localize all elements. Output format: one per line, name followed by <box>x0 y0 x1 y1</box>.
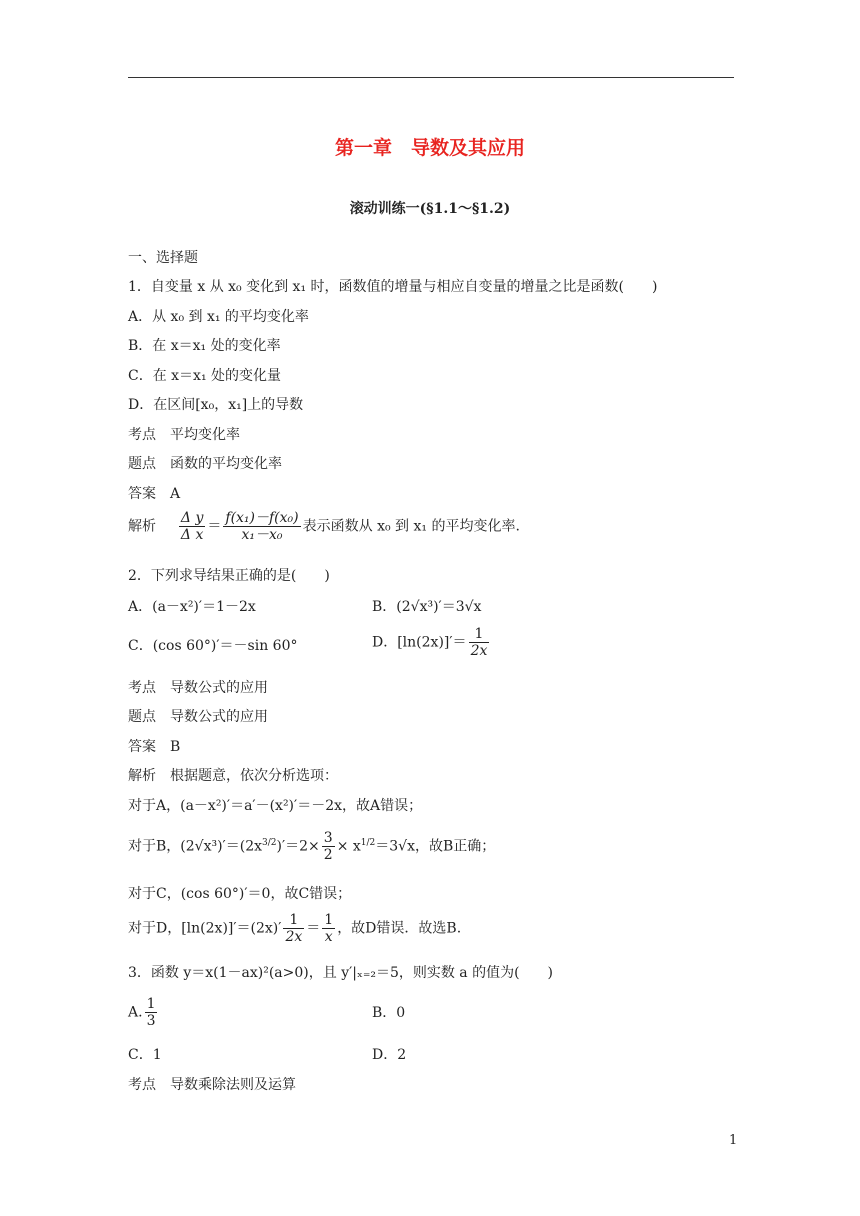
q2-option-d <box>372 626 491 659</box>
section-heading: 一、选择题 <box>128 250 198 266</box>
q1-fraction-dy-dx <box>179 510 205 543</box>
q2-for-d-f1-num: 1 <box>283 912 304 929</box>
q1-option-a: A．从 x₀ 到 x₁ 的平均变化率 <box>128 309 309 325</box>
q2-for-b-exp1: 3/2 <box>262 837 277 848</box>
q3-option-d: D．2 <box>372 1047 407 1063</box>
q3-stem: 3．函数 y＝x(1－ax)²(a>0)，且 y′|ₓ₌₂＝5，则实数 a 的值为( ) <box>128 965 554 981</box>
q1-jiexi: 解析 $\frac{\text{Δ y}}{\text{Δ x}}$ ＝ $\frac{\text{f(x₁)－f(x₀)}}{\text{x₁－x₀}}$ 表示函数从 x₀ 到 x₁ 的平均变化率. <box>128 510 520 544</box>
chapter-title: 第一章 导数及其应用 <box>334 137 525 159</box>
page-number: 1 <box>729 1133 738 1148</box>
q2-for-d-tail: ，故D错误．故选B. <box>337 920 462 937</box>
q2-for-d <box>128 912 461 945</box>
q2-for-d-f2-den: x <box>324 929 333 946</box>
q2-for-d-lead: 对于D，[ln(2x)]′＝(2x)′ <box>128 920 282 937</box>
q2-for-b-lead: 对于B，(2√x³)′＝(2x <box>128 838 262 855</box>
q2-option-a: A．(a－x²)′＝1－2x <box>128 599 256 615</box>
q1-frac2-num: f(x₁)－f(x₀) <box>225 510 299 526</box>
q2-for-d-f2-num: 1 <box>324 912 334 928</box>
q3-option-a-den: 3 <box>146 1013 156 1030</box>
q2-answer: 答案 B <box>128 739 181 755</box>
q3-kaodian: 考点 导数乘除法则及运算 <box>128 1077 296 1093</box>
q2-for-d-fraction1 <box>283 912 304 945</box>
exercise-subtitle: 滚动训练一(§1.1～§1.2) <box>349 201 511 217</box>
q2-for-b-frac-num: 3 <box>323 830 333 846</box>
header-rule <box>128 77 734 78</box>
q2-for-d-fraction2 <box>322 912 335 945</box>
q2-jiexi: 解析 根据题意，依次分析选项： <box>128 768 338 784</box>
q2-tidian: 题点 导数公式的应用 <box>128 709 268 725</box>
q1-tidian: 题点 函数的平均变化率 <box>128 456 282 472</box>
q1-fraction-increment <box>223 510 300 543</box>
q2-for-d-eq: ＝ <box>306 920 321 937</box>
q1-option-b: B．在 x＝x₁ 处的变化率 <box>128 338 281 354</box>
q1-answer: 答案 A <box>128 486 181 502</box>
q2-option-d-num: 1 <box>469 626 490 643</box>
q3-option-a-lead: A. <box>128 1004 143 1021</box>
q2-stem: 2．下列求导结果正确的是( ) <box>128 568 330 584</box>
q2-for-b-mid2: × x <box>336 838 361 855</box>
q2-option-c: C．(cos 60°)′＝－sin 60° <box>128 638 298 654</box>
q2-for-b-tail: ＝3√x，故B正确； <box>375 838 496 855</box>
q1-frac-num: Δ y <box>180 510 204 526</box>
q1-frac-den: Δ x <box>180 527 204 544</box>
q2-for-b-fraction <box>322 830 335 863</box>
q1-jiexi-label: 解析 <box>128 518 156 535</box>
q2-for-b-frac-den: 2 <box>323 847 333 864</box>
q3-option-a <box>128 996 159 1029</box>
q3-option-a-fraction <box>145 996 158 1029</box>
q2-option-b: B．(2√x³)′＝3√x <box>372 599 482 615</box>
q1-option-c: C．在 x＝x₁ 处的变化量 <box>128 368 282 384</box>
q1-stem: 1．自变量 x 从 x₀ 变化到 x₁ 时，函数值的增量与相应自变量的增量之比是函数( ) <box>128 279 658 295</box>
q2-for-a: 对于A，(a－x²)′＝a′－(x²)′＝－2x，故A错误； <box>128 798 423 814</box>
q1-option-d: D．在区间[x₀，x₁]上的导数 <box>128 397 304 413</box>
q2-kaodian: 考点 导数公式的应用 <box>128 680 268 696</box>
q3-option-b: B．0 <box>372 1005 406 1021</box>
q1-jiexi-tail: 表示函数从 x₀ 到 x₁ 的平均变化率. <box>302 518 520 535</box>
q2-for-b-exp2: 1/2 <box>360 837 376 848</box>
q2-option-d-den: 2x <box>470 643 488 660</box>
q2-option-d-fraction <box>469 626 490 659</box>
q3-option-c: C．1 <box>128 1047 162 1063</box>
q3-option-a-num: 1 <box>146 996 156 1012</box>
q2-for-d-f1-den: 2x <box>285 929 303 946</box>
q1-kaodian: 考点 平均变化率 <box>128 427 240 443</box>
q2-for-b <box>128 830 495 863</box>
q2-for-b-mid: )′＝2× <box>276 838 320 855</box>
q1-frac2-den: x₁－x₀ <box>241 527 283 544</box>
q2-option-d-lead: D．[ln(2x)]′＝ <box>372 634 467 651</box>
q2-for-c: 对于C，(cos 60°)′＝0，故C错误； <box>128 886 352 902</box>
